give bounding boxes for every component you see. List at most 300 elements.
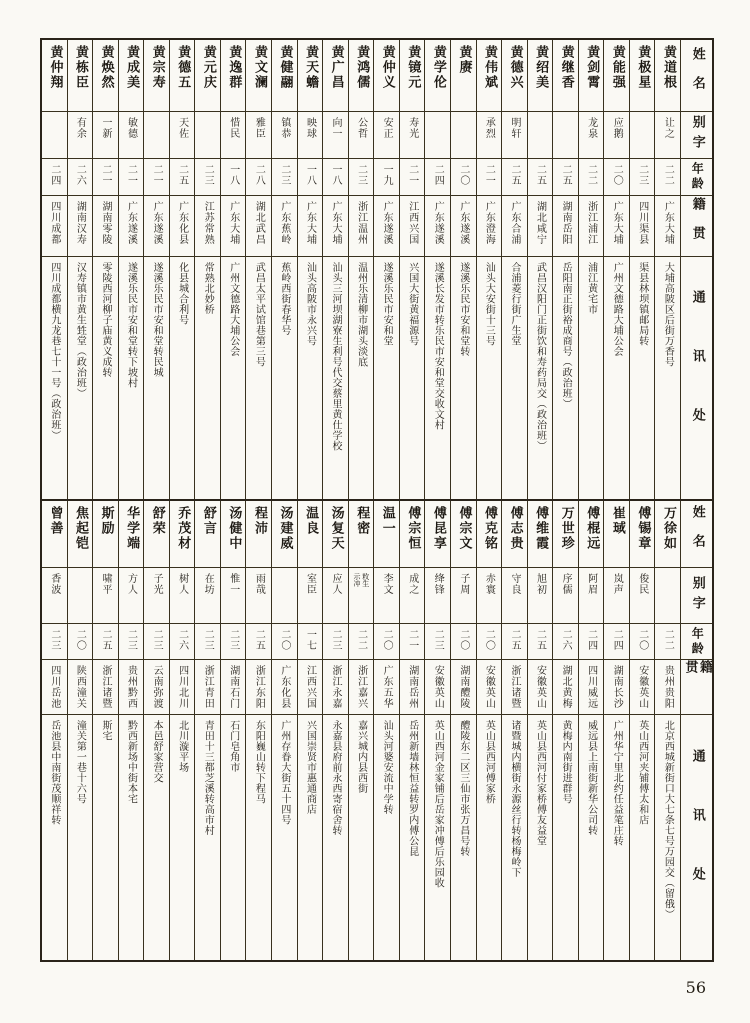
entry-age: 二三	[195, 159, 220, 196]
entry-native-place: 广东遂溪	[451, 196, 476, 257]
entry-native-place: 浙江诸暨	[93, 660, 118, 715]
entry-courtesy-name: 敏德	[119, 112, 144, 159]
directory-entry	[451, 501, 477, 960]
entry-native-place: 广东遂溪	[144, 196, 169, 257]
entry-name: 黄镜元	[400, 40, 425, 112]
entry-native-place: 湖南汉寿	[68, 196, 93, 257]
directory-entry	[144, 40, 170, 499]
entry-name: 黄逸群	[221, 40, 246, 112]
entry-courtesy-name: 明轩	[502, 112, 527, 159]
entry-age: 二〇	[630, 624, 655, 660]
entry-courtesy-name: 敉生 示冲	[349, 568, 374, 624]
entry-name: 黄鸿儒	[349, 40, 374, 112]
entry-address: 嘉兴城内县西街	[355, 720, 367, 794]
entry-courtesy-name: 镇恭	[272, 112, 297, 159]
entry-age: 二四	[604, 624, 629, 660]
entry-name: 黄德五	[170, 40, 195, 112]
entry-courtesy-name: 在坊	[195, 568, 220, 624]
entry-name: 舒荣	[144, 501, 169, 568]
entry-age: 一七	[298, 624, 323, 660]
entry-courtesy-name	[630, 112, 655, 159]
entry-name: 黄能强	[604, 40, 629, 112]
entry-address: 渠县林坝镇邮局转	[636, 262, 648, 346]
entry-courtesy-name: 向一	[323, 112, 348, 159]
entry-courtesy-name	[553, 112, 578, 159]
entry-name: 黄学伦	[425, 40, 450, 112]
header-column	[681, 40, 712, 499]
directory-entry	[400, 501, 426, 960]
directory-entry	[42, 40, 68, 499]
entry-name: 傅棍远	[579, 501, 604, 568]
entry-age: 二一	[400, 159, 425, 196]
entry-courtesy-name: 惜民	[221, 112, 246, 159]
entry-native-place: 四川成都	[42, 196, 67, 257]
entry-name: 黄宗寿	[144, 40, 169, 112]
entry-age: 二六	[170, 624, 195, 660]
directory-entry	[655, 501, 681, 960]
directory-entry	[119, 501, 145, 960]
entry-name: 黄剑霄	[579, 40, 604, 112]
entry-age: 二三	[144, 624, 169, 660]
directory-entry	[528, 501, 554, 960]
entry-native-place: 云南弥渡	[144, 660, 169, 715]
entry-age: 二〇	[451, 624, 476, 660]
directory-entry	[655, 40, 681, 499]
directory-entry	[553, 501, 579, 960]
entry-native-place: 广东大埔	[604, 196, 629, 257]
directory-entry	[170, 501, 196, 960]
entry-age: 二五	[528, 159, 553, 196]
entry-courtesy-name: 安正	[374, 112, 399, 159]
entry-name: 万世珍	[553, 501, 578, 568]
directory-entry	[298, 40, 324, 499]
column-header-native: 籍贯	[681, 196, 712, 257]
entry-courtesy-name: 成之	[400, 568, 425, 624]
entry-age: 二二	[655, 624, 680, 660]
entry-name: 黄仲义	[374, 40, 399, 112]
entry-age: 二五	[170, 159, 195, 196]
directory-entry	[323, 40, 349, 499]
entry-name: 舒言	[195, 501, 220, 568]
directory-table-bottom	[42, 501, 712, 960]
entry-age: 二〇	[451, 159, 476, 196]
column-header-name: 姓名	[681, 40, 712, 112]
entry-name: 傅宗文	[451, 501, 476, 568]
entry-age: 一八	[323, 159, 348, 196]
directory-entry	[604, 40, 630, 499]
entry-name: 黄成美	[119, 40, 144, 112]
entry-address: 英山西河夹铺傅太和店	[636, 720, 648, 825]
entry-address: 广州文德路大埔公会	[611, 262, 623, 357]
entry-name: 黄广昌	[323, 40, 348, 112]
entry-address: 青田十三都芝溪转高市村	[202, 720, 214, 836]
column-header-address: 通讯处	[689, 289, 705, 467]
entry-courtesy-name: 让之	[655, 112, 680, 159]
entry-courtesy-name: 映球	[298, 112, 323, 159]
entry-age: 二四	[579, 624, 604, 660]
entry-address: 东阳巍山转下程马	[253, 720, 265, 804]
entry-age: 二六	[68, 159, 93, 196]
entry-native-place: 江苏常熟	[195, 196, 220, 257]
entry-native-place: 广东遂溪	[119, 196, 144, 257]
directory-entry	[68, 40, 94, 499]
entry-courtesy-name: 有余	[68, 112, 93, 159]
entry-native-place: 浙江诸暨	[502, 660, 527, 715]
entry-native-place: 四川北川	[170, 660, 195, 715]
entry-native-place: 广东蕉岭	[272, 196, 297, 257]
directory-entry	[374, 501, 400, 960]
directory-entry	[425, 501, 451, 960]
entry-age: 二四	[425, 159, 450, 196]
entry-native-place: 安徽英山	[477, 660, 502, 715]
directory-entry	[323, 501, 349, 960]
entry-name: 黄元庆	[195, 40, 220, 112]
entry-courtesy-name: 岚声	[604, 568, 629, 624]
entry-address: 常熟北妙桥	[202, 262, 214, 315]
entry-native-place: 浙江嘉兴	[349, 660, 374, 715]
entry-courtesy-name: 承烈	[477, 112, 502, 159]
entry-courtesy-name: 天佐	[170, 112, 195, 159]
entry-address: 浦江黄宅市	[585, 262, 597, 315]
directory-entry	[246, 501, 272, 960]
directory-entry	[349, 40, 375, 499]
entry-name: 傅宗恒	[400, 501, 425, 568]
entry-address: 威远县上南街新华公司转	[585, 720, 597, 836]
entry-courtesy-name: 应人	[323, 568, 348, 624]
entry-native-place: 湖北武昌	[246, 196, 271, 257]
entry-age: 二〇	[477, 624, 502, 660]
column-header-courtesy: 别字	[681, 568, 712, 624]
entry-native-place: 广东大埔	[221, 196, 246, 257]
entry-native-place: 广东遂溪	[374, 196, 399, 257]
entry-courtesy-name: 旭初	[528, 568, 553, 624]
directory-entry	[630, 501, 656, 960]
entry-age: 二三	[323, 624, 348, 660]
entry-name: 温一	[374, 501, 399, 568]
directory-entry	[119, 40, 145, 499]
entry-address: 广州文德路大埔公会	[227, 262, 239, 357]
entry-address: 英山县西河傅家桥	[483, 720, 495, 804]
entry-native-place: 湖北黄梅	[553, 660, 578, 715]
entry-address: 遂溪乐民市安和堂转民城	[151, 262, 163, 378]
entry-courtesy-name	[68, 568, 93, 624]
entry-courtesy-name: 龙泉	[579, 112, 604, 159]
directory-entry	[42, 501, 68, 960]
entry-address: 武昌太平试馆巷第三号	[253, 262, 265, 367]
entry-courtesy-name	[655, 568, 680, 624]
directory-entry	[425, 40, 451, 499]
entry-age: 二一	[477, 159, 502, 196]
entry-native-place: 浙江青田	[195, 660, 220, 715]
entry-address: 北京西城新街口大七条七号万园交（留俄）	[662, 720, 674, 920]
entry-address: 汕头三河坝湖寮生利号代交蔡里黄仕学校	[330, 262, 341, 451]
column-header-name: 姓名	[681, 501, 712, 568]
entry-address: 汕头大安街十三号	[483, 262, 495, 346]
directory-entry	[374, 40, 400, 499]
entry-courtesy-name: 惟一	[221, 568, 246, 624]
entry-native-place: 广东合浦	[502, 196, 527, 257]
entry-name: 崔琙	[604, 501, 629, 568]
directory-entry	[579, 501, 605, 960]
entry-native-place: 浙江温州	[349, 196, 374, 257]
entry-address: 黄梅内南街进群号	[560, 720, 572, 804]
entry-age: 二八	[246, 159, 271, 196]
entry-name: 黄继香	[553, 40, 578, 112]
entry-address: 广州存眷大街五十四号	[278, 720, 290, 825]
entry-name: 乔茂材	[170, 501, 195, 568]
directory-entry	[477, 501, 503, 960]
entry-native-place: 浙江永嘉	[323, 660, 348, 715]
entry-name: 傅锡章	[630, 501, 655, 568]
directory-entry	[144, 501, 170, 960]
entry-courtesy-name	[195, 112, 220, 159]
entry-age: 二三	[119, 624, 144, 660]
entry-name: 汤建威	[272, 501, 297, 568]
entry-courtesy-name: 子周	[451, 568, 476, 624]
entry-name: 黄焕然	[93, 40, 118, 112]
entry-address: 蕉岭西街春华号	[278, 262, 290, 336]
entry-courtesy-name: 子光	[144, 568, 169, 624]
entry-name: 汤健中	[221, 501, 246, 568]
entry-native-place: 四川渠县	[630, 196, 655, 257]
directory-entry	[349, 501, 375, 960]
entry-age: 二三	[630, 159, 655, 196]
directory-entry	[93, 40, 119, 499]
entry-courtesy-name: 绛锋	[425, 568, 450, 624]
entry-age: 二〇	[374, 624, 399, 660]
entry-courtesy-name: 室臣	[298, 568, 323, 624]
entry-address: 诸暨城内横街永源丝行转杨梅岭下	[508, 720, 520, 878]
entry-courtesy-name: 守良	[502, 568, 527, 624]
entry-courtesy-name: 树人	[170, 568, 195, 624]
entry-native-place: 广东澄海	[477, 196, 502, 257]
directory-entry	[272, 40, 298, 499]
entry-courtesy-name: 寿光	[400, 112, 425, 159]
directory-entry	[221, 40, 247, 499]
entry-name: 傅志贵	[502, 501, 527, 568]
entry-name: 黄赓	[451, 40, 476, 112]
entry-address: 四川成都横九龙巷七十一号（政治班）	[48, 262, 60, 441]
entry-age: 二三	[42, 624, 67, 660]
entry-name: 黄道根	[655, 40, 680, 112]
entry-courtesy-name: 赤寰	[477, 568, 502, 624]
entry-name: 傅昆享	[425, 501, 450, 568]
directory-entry	[451, 40, 477, 499]
entry-address: 英山西河金家铺后岳家冲傅后乐园收	[432, 720, 444, 888]
entry-name: 温良	[298, 501, 323, 568]
directory-entry	[553, 40, 579, 499]
entry-address: 英山县西河付家桥傅友益堂	[534, 720, 546, 846]
entry-native-place: 湖北咸宁	[528, 196, 553, 257]
entry-address: 广州华宁里北约任益笔庄转	[611, 720, 623, 846]
entry-name: 曾善	[42, 501, 67, 568]
entry-courtesy-name	[42, 112, 67, 159]
column-header-native: 籍贯	[681, 660, 712, 715]
entry-name: 华学端	[119, 501, 144, 568]
entry-age: 二二	[349, 624, 374, 660]
directory-entry	[400, 40, 426, 499]
entry-native-place: 贵州黔西	[119, 660, 144, 715]
directory-entry	[528, 40, 554, 499]
entry-age: 二三	[349, 159, 374, 196]
directory-entry	[246, 40, 272, 499]
entry-age: 二五	[93, 624, 118, 660]
entry-native-place: 浙江东阳	[246, 660, 271, 715]
directory-entry	[502, 40, 528, 499]
entry-age: 二五	[502, 624, 527, 660]
entry-native-place: 陕西潼关	[68, 660, 93, 715]
entry-age: 二一	[93, 159, 118, 196]
entry-courtesy-name: 啸平	[93, 568, 118, 624]
entry-address: 化县城合利号	[176, 262, 188, 325]
entry-address: 岳池县中南街茂顺祥转	[48, 720, 60, 825]
entry-courtesy-name: 雨哉	[246, 568, 271, 624]
entry-native-place: 广东大埔	[323, 196, 348, 257]
entry-native-place: 广东大埔	[655, 196, 680, 257]
directory-entry	[502, 501, 528, 960]
entry-name: 黄栋臣	[68, 40, 93, 112]
directory-table-top	[42, 40, 712, 501]
entry-address: 斯宅	[99, 720, 111, 741]
entry-address: 岳阳南正街裕成商号（政治班）	[560, 262, 572, 409]
entry-courtesy-name: 一新	[93, 112, 118, 159]
entry-address: 兴国崇贤市惠通商店	[304, 720, 316, 815]
entry-native-place: 广东大埔	[298, 196, 323, 257]
entry-courtesy-name: 俊民	[630, 568, 655, 624]
entry-address: 遂溪乐民市安和堂转下坡村	[125, 262, 137, 388]
entry-age: 二〇	[604, 159, 629, 196]
entry-native-place: 江西兴国	[298, 660, 323, 715]
entry-courtesy-name: 应鹅	[604, 112, 629, 159]
entry-age: 二三	[272, 159, 297, 196]
column-header-age: 年龄	[681, 624, 712, 660]
entry-name: 黄文澜	[246, 40, 271, 112]
directory-sheet	[40, 38, 714, 962]
entry-address: 武昌汉阳门正街饮和寿药局交（政治班）	[534, 262, 546, 451]
entry-native-place: 湖南醴陵	[451, 660, 476, 715]
entry-address: 兴国大街黄福源号	[406, 262, 418, 346]
entry-address: 零陵西河柳子庙黄义成转	[99, 262, 111, 378]
entry-address: 遂溪乐民市安和堂	[381, 262, 393, 346]
entry-native-place: 湖南石门	[221, 660, 246, 715]
entry-name: 黄绍美	[528, 40, 553, 112]
entry-native-place: 广东遂溪	[425, 196, 450, 257]
entry-native-place: 贵州贵阳	[655, 660, 680, 715]
entry-age: 一八	[221, 159, 246, 196]
entry-name: 程沛	[246, 501, 271, 568]
entry-age: 二五	[553, 159, 578, 196]
column-header-courtesy: 别字	[681, 112, 712, 159]
entry-age: 二〇	[68, 624, 93, 660]
entry-native-place: 广东化县	[170, 196, 195, 257]
entry-courtesy-name	[528, 112, 553, 159]
header-column	[681, 501, 712, 960]
directory-entry	[170, 40, 196, 499]
entry-age: 二三	[221, 624, 246, 660]
entry-age: 二四	[42, 159, 67, 196]
entry-native-place: 浙江浦江	[579, 196, 604, 257]
entry-age: 二六	[553, 624, 578, 660]
column-header-address: 通讯处	[689, 749, 705, 926]
entry-name: 黄德兴	[502, 40, 527, 112]
entry-courtesy-name: 公哲	[349, 112, 374, 159]
entry-name: 程密	[349, 501, 374, 568]
entry-name: 斯励	[93, 501, 118, 568]
entry-name: 汤复天	[323, 501, 348, 568]
directory-entry	[195, 40, 221, 499]
entry-courtesy-name	[272, 568, 297, 624]
entry-address: 潼关第一巷十六号	[74, 720, 86, 804]
entry-name: 傅克铭	[477, 501, 502, 568]
entry-native-place: 四川岳池	[42, 660, 67, 715]
entry-age: 二一	[144, 159, 169, 196]
directory-entry	[221, 501, 247, 960]
entry-address: 永嘉县府前永西寄宿舍转	[330, 720, 341, 836]
directory-entry	[195, 501, 221, 960]
entry-native-place: 湖南岳阳	[553, 196, 578, 257]
entry-courtesy-name	[425, 112, 450, 159]
entry-name: 焦起铠	[68, 501, 93, 568]
directory-entry	[93, 501, 119, 960]
entry-courtesy-name: 阿眉	[579, 568, 604, 624]
entry-age: 二五	[246, 624, 271, 660]
entry-address: 醴陵东二区三仙市张万昌号转	[457, 720, 469, 857]
entry-address: 汕头高陂市永兴号	[304, 262, 316, 346]
entry-age: 二五	[528, 624, 553, 660]
entry-address: 本邑舒家营交	[151, 720, 163, 783]
entry-native-place: 安徽英山	[630, 660, 655, 715]
directory-entry	[298, 501, 324, 960]
directory-entry	[604, 501, 630, 960]
entry-native-place: 湖南零陵	[93, 196, 118, 257]
entry-courtesy-name: 李文	[374, 568, 399, 624]
entry-native-place: 四川威远	[579, 660, 604, 715]
entry-name: 黄伟斌	[477, 40, 502, 112]
directory-entry	[477, 40, 503, 499]
entry-name: 黄健翮	[272, 40, 297, 112]
entry-age: 二一	[400, 624, 425, 660]
entry-courtesy-name: 雅臣	[246, 112, 271, 159]
entry-courtesy-name: 序儒	[553, 568, 578, 624]
entry-address: 汉寿镇市黄生甡堂（政治班）	[74, 262, 86, 399]
entry-address: 遂溪长发市转乐民市安和堂交收文村	[432, 262, 444, 430]
entry-native-place: 湖南长沙	[604, 660, 629, 715]
entry-address: 岳州新墙林恒益转罗内傅公昆	[406, 720, 418, 857]
entry-age: 二五	[502, 159, 527, 196]
entry-age: 一九	[374, 159, 399, 196]
entry-native-place: 湖南岳州	[400, 660, 425, 715]
entry-address: 黔西新场中街本宅	[125, 720, 137, 804]
entry-native-place: 安徽英山	[528, 660, 553, 715]
entry-native-place: 江西兴国	[400, 196, 425, 257]
entry-address: 北川漩平场	[176, 720, 188, 773]
entry-address: 汕头河婆安流中学转	[381, 720, 393, 815]
entry-age: 二二	[655, 159, 680, 196]
directory-entry	[630, 40, 656, 499]
entry-age: 一八	[298, 159, 323, 196]
entry-name: 黄仲翔	[42, 40, 67, 112]
entry-address: 遂溪乐民市安和堂转	[457, 262, 469, 357]
entry-address: 大埔高陂区后街万香号	[662, 262, 674, 367]
entry-courtesy-name	[144, 112, 169, 159]
entry-courtesy-name	[451, 112, 476, 159]
entry-age: 二一	[119, 159, 144, 196]
entry-age: 二三	[425, 624, 450, 660]
entry-age: 二〇	[272, 624, 297, 660]
page-number: 56	[685, 978, 706, 997]
entry-address: 温州乐清柳市湖头淡底	[355, 262, 367, 367]
directory-entry	[579, 40, 605, 499]
